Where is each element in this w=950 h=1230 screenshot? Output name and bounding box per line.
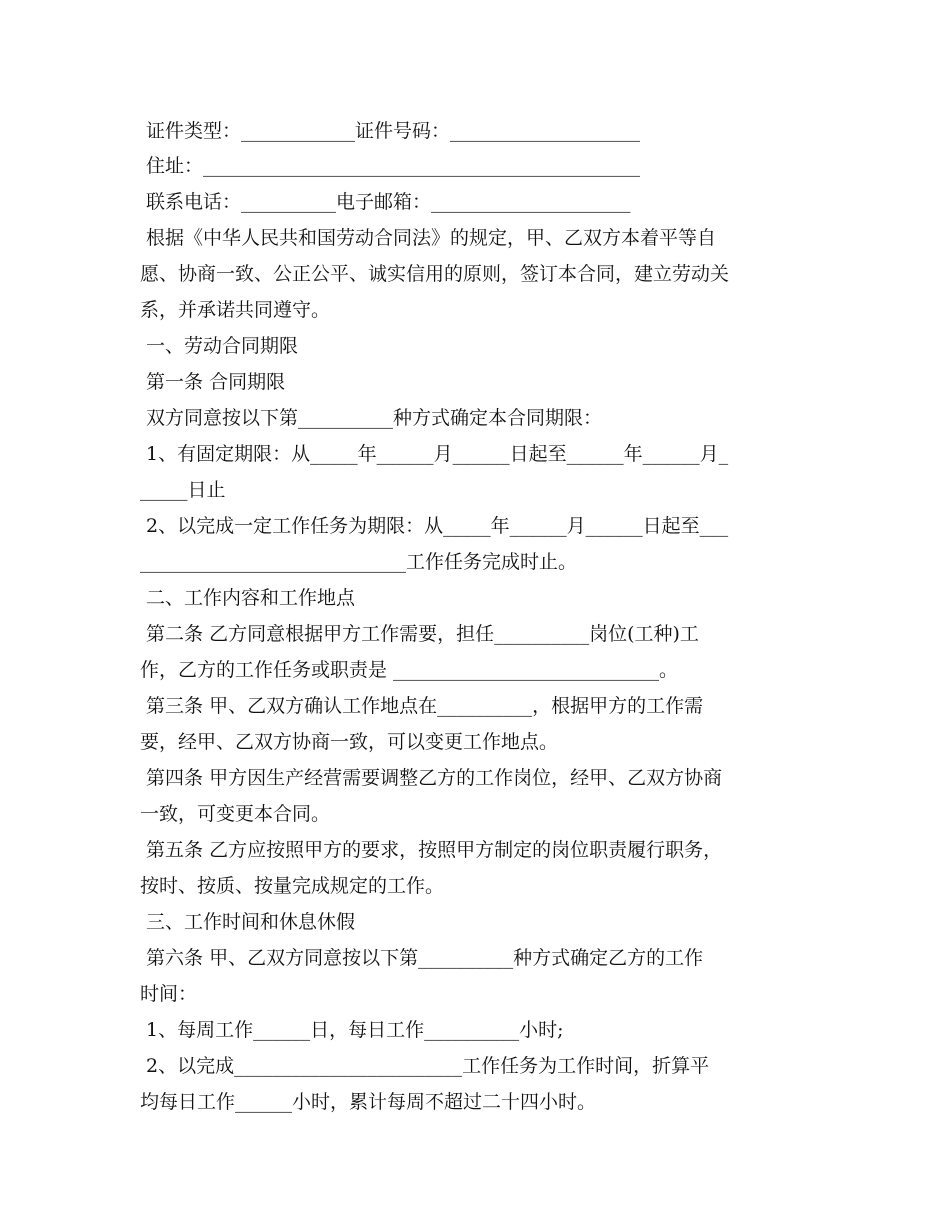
text-line-article-2-2: 作，乙方的工作任务或职责是 ____________________________。	[140, 659, 679, 681]
text-line-preamble-2: 愿、协商一致、公正公平、诚实信用的原则，签订本合同，建立劳动关	[140, 263, 730, 285]
text-line-article-4-1: 第四条 甲方因生产经营需要调整乙方的工作岗位，经甲、乙双方协商	[140, 767, 723, 789]
text-line-hours-option-1: 1、每周工作______日，每日工作__________小时;	[140, 1019, 564, 1041]
section-heading-1: 一、劳动合同期限	[140, 335, 299, 357]
text-line-preamble-3: 系，并承诺共同遵守。	[140, 299, 331, 321]
text-line-hours-option-2b: 均每日工作______小时，累计每周不超过二十四小时。	[140, 1091, 597, 1113]
text-line-article-6-1: 第六条 甲、乙双方同意按以下第__________种方式确定乙方的工作	[140, 947, 704, 969]
text-line-contact: 联系电话：__________电子邮箱：_____________________	[140, 191, 631, 213]
article-heading-1: 第一条 合同期限	[140, 371, 286, 393]
text-line-article-5-1: 第五条 乙方应按照甲方的要求，按照甲方制定的岗位职责履行职务，	[140, 839, 723, 861]
text-line-task-term-1: 2、以完成一定工作任务为期限：从_____年______月______日起至___	[140, 515, 729, 537]
text-line-article-6-2: 时间：	[140, 983, 198, 1005]
section-heading-3: 三、工作时间和休息休假	[140, 911, 356, 933]
text-line-article-2-1: 第二条 乙方同意根据甲方工作需要，担任__________岗位(工种)工	[140, 623, 699, 645]
text-line-id-type: 证件类型：____________证件号码：____________________	[140, 120, 641, 142]
text-line-article-3-2: 要，经甲、乙双方协商一致，可以变更工作地点。	[140, 731, 559, 753]
text-line-task-term-2: ____________________________工作任务完成时止。	[140, 551, 578, 573]
text-line-article-3-1: 第三条 甲、乙双方确认工作地点在__________，根据甲方的工作需	[140, 695, 704, 717]
text-line-article-4-2: 一致，可变更本合同。	[140, 803, 331, 825]
text-line-hours-option-2a: 2、以完成________________________工作任务为工作时间，折算平	[140, 1055, 710, 1077]
text-line-term-choice: 双方同意按以下第__________种方式确定本合同期限：	[140, 407, 603, 429]
text-line-article-5-2: 按时、按质、按量完成规定的工作。	[140, 875, 445, 897]
text-line-address: 住址：______________________________________________	[140, 155, 641, 177]
text-line-fixed-term-2: _____日止	[140, 479, 226, 501]
text-line-fixed-term-1: 1、有固定期限：从_____年______月______日起至______年______月_	[140, 443, 729, 465]
section-heading-2: 二、工作内容和工作地点	[140, 587, 356, 609]
text-line-preamble-1: 根据《中华人民共和国劳动合同法》的规定，甲、乙双方本着平等自	[140, 227, 717, 249]
